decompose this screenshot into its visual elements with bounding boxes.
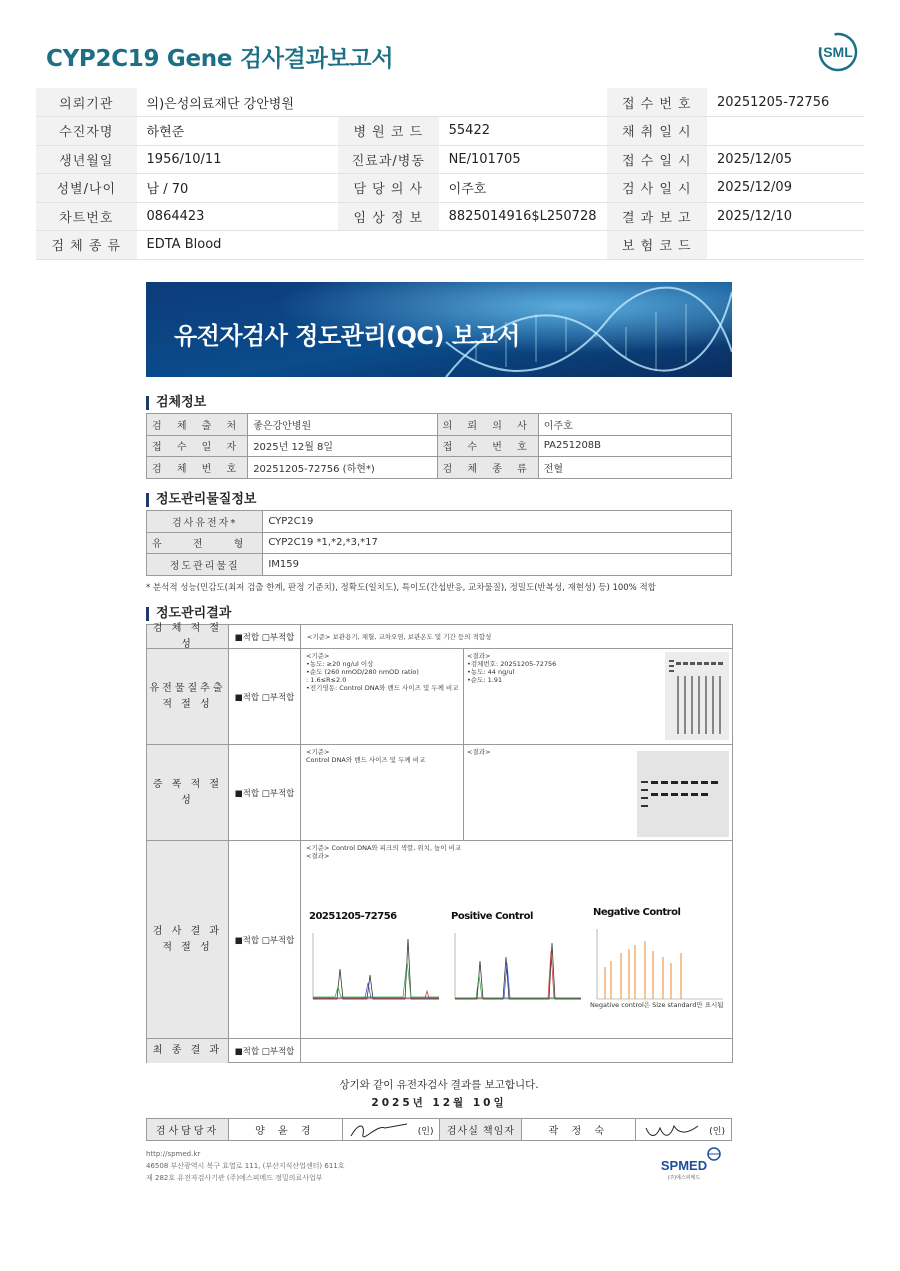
cell-value: IM159 bbox=[263, 554, 732, 576]
info-label: 차트번호 bbox=[36, 202, 137, 231]
judgement: ■적합 □부적합 bbox=[229, 649, 301, 744]
info-value bbox=[707, 117, 864, 146]
section-title-results: 정도관리결과 bbox=[146, 607, 231, 621]
lab-address: 46508 부산광역시 북구 효열로 111, (부산지식산업센터) 611호 bbox=[146, 1162, 345, 1170]
info-row bbox=[36, 231, 864, 260]
cell-value: 20251205-72756 (하현*) bbox=[248, 457, 437, 479]
info-row bbox=[36, 145, 864, 174]
cell-label: 유 전 형 bbox=[147, 532, 263, 554]
info-value: 1956/10/11 bbox=[137, 145, 338, 174]
head-signature bbox=[636, 1119, 732, 1141]
cell-value: 2025년 12월 8일 bbox=[248, 435, 437, 457]
section-title-material: 정도관리물질정보 bbox=[146, 493, 256, 507]
cell-label: 검 체 번 호 bbox=[147, 457, 248, 479]
cell-value: 전혈 bbox=[538, 457, 731, 479]
row-label: 검 체 적 절 성 bbox=[147, 625, 229, 648]
result-row-extraction bbox=[147, 649, 732, 745]
row-label bbox=[147, 841, 229, 1038]
signature-table bbox=[146, 1118, 732, 1141]
lab-license: 제 282호 유전자검사기관 (주)에스피메드 정밀의료사업부 bbox=[146, 1174, 323, 1182]
qc-results-table bbox=[146, 624, 733, 1063]
sample-info-table bbox=[146, 413, 732, 479]
brand-sub-text: (주)에스피메드 bbox=[667, 1175, 701, 1181]
info-value: 2025/12/05 bbox=[707, 145, 864, 174]
row-label: 최 종 결 과 bbox=[147, 1039, 229, 1063]
info-value: NE/101705 bbox=[439, 145, 607, 174]
criteria-text: <기준> Control DNA와 밴드 사이즈 및 두께 비교 bbox=[306, 748, 426, 764]
cell-value: CYP2C19 *1,*2,*3,*17 bbox=[263, 532, 732, 554]
row-label-line: 적 절 성 bbox=[162, 698, 213, 710]
criteria-text: <기준> Control DNA와 피크의 색깔, 위치, 높이 비교 <결과> bbox=[306, 844, 462, 860]
electropherogram-label-positive: Positive Control bbox=[451, 911, 533, 922]
cell-value: 이주호 bbox=[538, 414, 731, 436]
info-label: 접 수 번 호 bbox=[607, 88, 708, 117]
qc-banner bbox=[146, 282, 732, 377]
info-label: 임 상 정 보 bbox=[338, 202, 439, 231]
result-row-test bbox=[147, 841, 732, 1039]
row-label bbox=[147, 649, 229, 744]
patient-info-table bbox=[36, 88, 864, 260]
electropherogram-label-negative: Negative Control bbox=[593, 907, 681, 918]
judgement: ■적합 □부적합 bbox=[229, 1039, 301, 1063]
electropherogram-negative bbox=[591, 927, 725, 1001]
info-value: 2025/12/09 bbox=[707, 174, 864, 203]
cell-label: 접 수 번 호 bbox=[437, 435, 538, 457]
seal-mark: (인) bbox=[417, 1127, 434, 1137]
info-label: 진료과/병동 bbox=[338, 145, 439, 174]
cell-label: 검 체 종 류 bbox=[437, 457, 538, 479]
info-label: 성별/나이 bbox=[36, 174, 137, 203]
judgement: ■적합 □부적합 bbox=[229, 745, 301, 840]
info-row bbox=[36, 88, 864, 117]
info-label: 의뢰기관 bbox=[36, 88, 137, 117]
info-label: 보 험 코 드 bbox=[607, 231, 708, 260]
section-title-sample: 검체정보 bbox=[146, 396, 206, 410]
cell-label: 접 수 일 자 bbox=[147, 435, 248, 457]
info-row bbox=[36, 202, 864, 231]
head-label: 검사실 책임자 bbox=[440, 1119, 522, 1141]
head-name: 곽 정 숙 bbox=[522, 1119, 636, 1141]
row-label: 증 폭 적 절 성 bbox=[147, 745, 229, 840]
info-value: 의)은성의료재단 강안병원 bbox=[137, 88, 607, 117]
info-label: 생년월일 bbox=[36, 145, 137, 174]
info-value: 이주호 bbox=[439, 174, 607, 203]
tester-name: 양 윤 경 bbox=[228, 1119, 342, 1141]
info-value: EDTA Blood bbox=[137, 231, 607, 260]
info-row bbox=[36, 117, 864, 146]
tester-signature bbox=[342, 1119, 440, 1141]
info-value: 20251205-72756 bbox=[707, 88, 864, 117]
gel-electrophoresis-image bbox=[665, 652, 729, 740]
info-label: 담 당 의 사 bbox=[338, 174, 439, 203]
cell-value: 좋은강안병원 bbox=[248, 414, 437, 436]
result-row-specimen bbox=[147, 622, 732, 650]
info-value: 0864423 bbox=[137, 202, 338, 231]
info-label: 검 사 일 시 bbox=[607, 174, 708, 203]
criteria-text: <기준> •농도: ≥20 ng/ul 이상 •순도 (260 nmOD/280 nmOD ratio) : 1.6≤R≤2.0 •전기영동: Control DNA와 밴드 사이즈 및 두께 비교 bbox=[306, 652, 459, 692]
spmed-logo bbox=[644, 1146, 728, 1182]
material-note: * 분석적 성능(민감도(최저 검출 한계, 판정 기준치), 정확도(일치도), 특이도(간섭반응, 교차물질), 정밀도(반복성, 재현성) 등) 100% 적합 bbox=[146, 583, 656, 593]
criteria-text: <기준> 보관용기, 채혈, 교차오염, 보관온도 및 기간 등의 적합성 bbox=[307, 633, 492, 641]
logo-text: SML bbox=[823, 44, 853, 60]
tester-label: 검사담당자 bbox=[147, 1119, 229, 1141]
info-value: 55422 bbox=[439, 117, 607, 146]
info-value: 2025/12/10 bbox=[707, 202, 864, 231]
info-value: 8825014916$L250728 bbox=[439, 202, 607, 231]
judgement: ■적합 □부적합 bbox=[229, 841, 301, 1038]
cell-value: PA251208B bbox=[538, 435, 731, 457]
row-label-line: 유전물질추출 bbox=[149, 682, 226, 694]
brand-text: SPMED bbox=[660, 1158, 708, 1173]
result-text: <결과> bbox=[467, 748, 491, 756]
material-info-table bbox=[146, 510, 732, 576]
result-row-final bbox=[147, 1039, 732, 1063]
report-date: 2025년 12월 10일 bbox=[371, 1097, 507, 1109]
info-label: 병 원 코 드 bbox=[338, 117, 439, 146]
row-label-line: 적 절 성 bbox=[162, 941, 213, 953]
info-label: 채 취 일 시 bbox=[607, 117, 708, 146]
negative-control-note: Negative control은 Size standard만 표시됨 bbox=[590, 1001, 724, 1009]
closing-statement: 상기와 같이 유전자검사 결과를 보고합니다. bbox=[339, 1079, 539, 1091]
info-row bbox=[36, 174, 864, 203]
report-title: CYP2C19 Gene 검사결과보고서 bbox=[46, 46, 394, 72]
electropherogram-sample bbox=[307, 931, 441, 1001]
info-value bbox=[707, 231, 864, 260]
electropherogram-positive bbox=[449, 931, 583, 1001]
info-label: 결 과 보 고 bbox=[607, 202, 708, 231]
lab-url: http://spmed.kr bbox=[146, 1150, 201, 1158]
info-label: 수진자명 bbox=[36, 117, 137, 146]
electropherogram-label-sample: 20251205-72756 bbox=[309, 911, 397, 922]
cell-label: 검 체 출 처 bbox=[147, 414, 248, 436]
judgement: ■적합 □부적합 bbox=[229, 625, 301, 648]
row-label-line: 검 사 결 과 bbox=[152, 925, 223, 937]
cell-value: CYP2C19 bbox=[263, 511, 732, 533]
info-value: 남 / 70 bbox=[137, 174, 338, 203]
cell-label: 정도관리물질 bbox=[147, 554, 263, 576]
info-value: 하현준 bbox=[137, 117, 338, 146]
result-text: <결과> •검체번호: 20251205-72756 •농도: 44 ng/ul •순도: 1.91 bbox=[467, 652, 557, 684]
cell-label: 검사유전자* bbox=[147, 511, 263, 533]
result-row-amplification bbox=[147, 745, 732, 841]
cell-label: 의 뢰 의 사 bbox=[437, 414, 538, 436]
lab-footer bbox=[146, 1148, 345, 1184]
info-label: 검 체 종 류 bbox=[36, 231, 137, 260]
banner-title: 유전자검사 정도관리(QC) 보고서 bbox=[174, 322, 520, 350]
seal-mark: (인) bbox=[709, 1127, 725, 1137]
info-label: 접 수 일 시 bbox=[607, 145, 708, 174]
pcr-gel-image bbox=[637, 751, 729, 837]
sml-logo bbox=[816, 32, 860, 72]
